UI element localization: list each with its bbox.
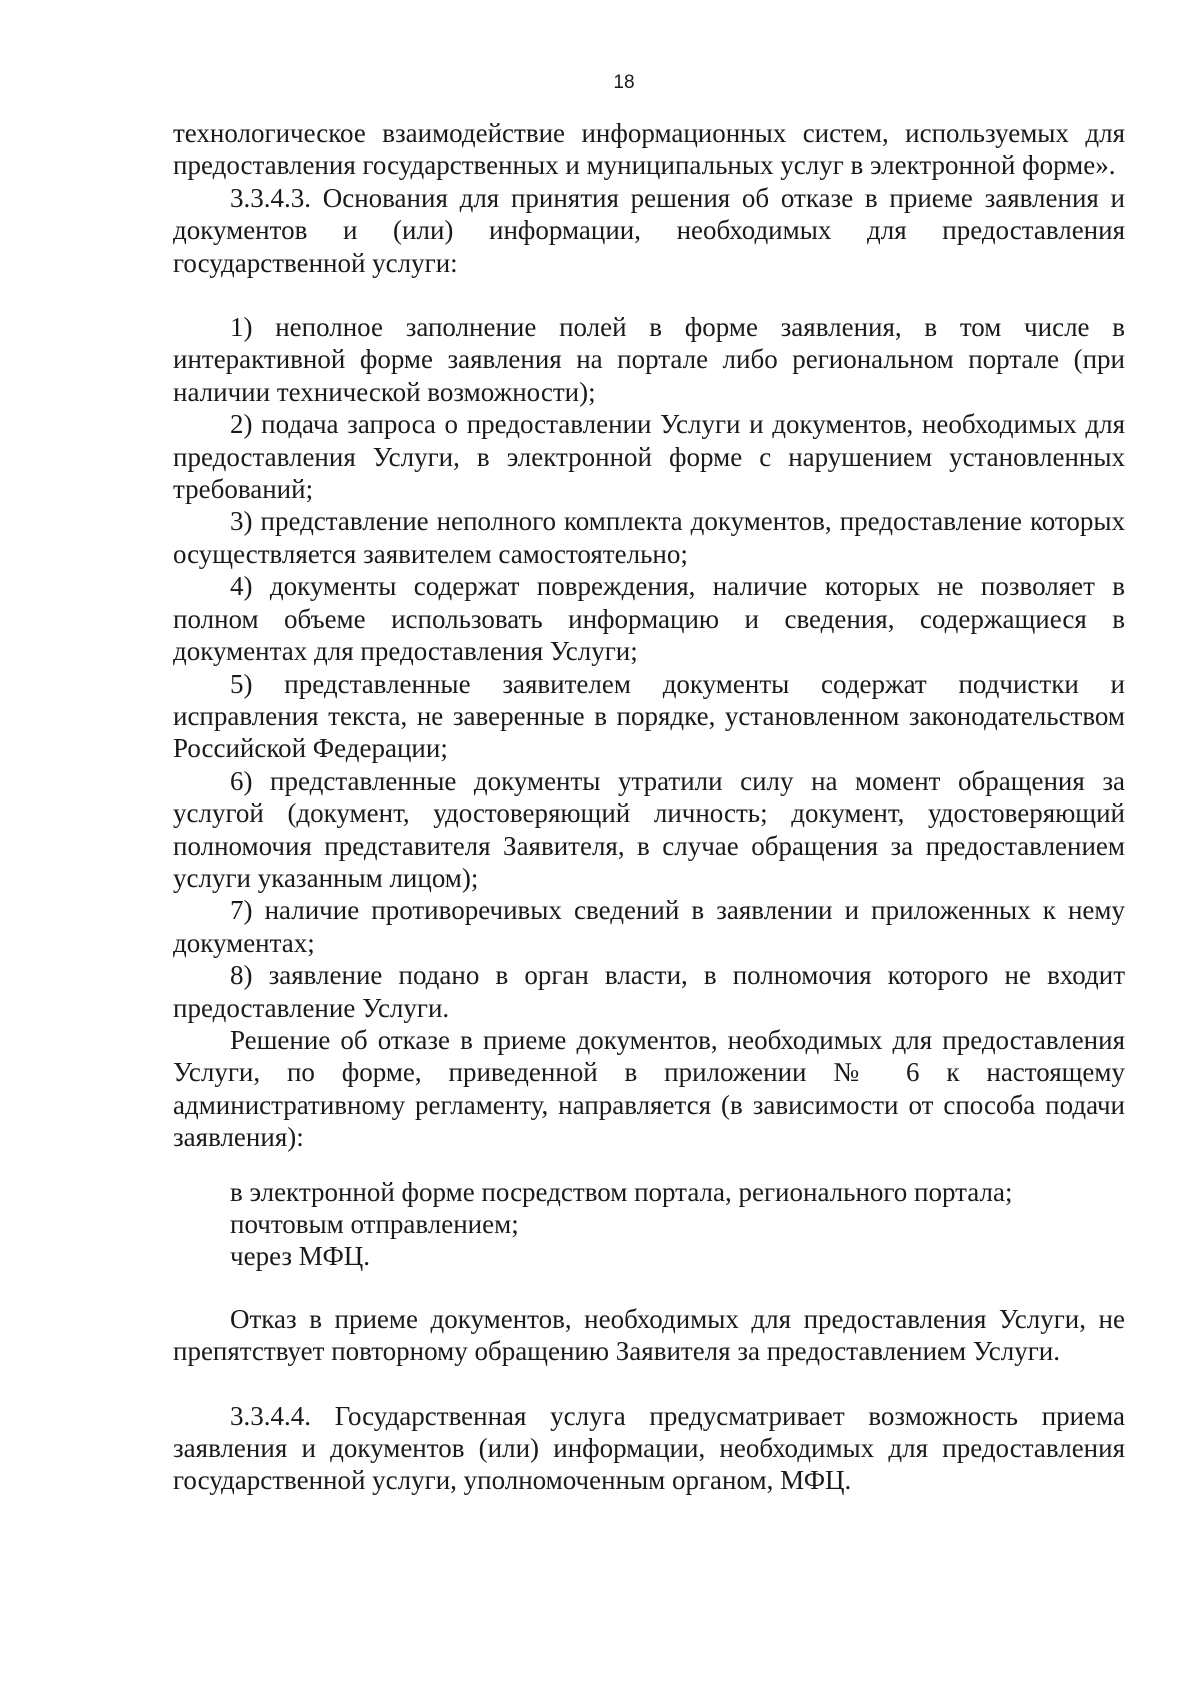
list-item-1: 1) неполное заполнение полей в форме заявления, в том числе в интерактивной форме заявления на портале либо региональном портале (при наличии технической возможности); <box>173 312 1125 407</box>
paragraph-3-3-4-3: 3.3.4.3. Основания для принятия решения об отказе в приеме заявления и документов и (или) информации, необходимых для предоставления государственной услуги: <box>173 182 1125 278</box>
delivery-method-post: почтовым отправлением; <box>230 1209 519 1239</box>
list-item-5: 5) представленные заявителем документы содержат подчистки и исправления текста, не заверенные в порядке, установленном законодательством Российской Федерации; <box>173 668 1125 764</box>
list-item-6: 6) представленные документы утратили силу на момент обращения за услугой (документ, удостоверяющий личность; документ, удостоверяющий полномочия представителя Заявителя, в случае обращения за предоставлением услуги указанным лицом); <box>173 765 1125 893</box>
paragraph-intro: технологическое взаимодействие информационных систем, используемых для предоставления государственных и муниципальных услуг в электронной форме». <box>173 118 1125 181</box>
page-number: 18 <box>613 72 635 93</box>
paragraph-decision: Решение об отказе в приеме документов, необходимых для предоставления Услуги, по форме, приведенной в приложении № 6 к настоящему административному регламенту, направляется (в зависимости от способа подачи заявления): <box>173 1024 1125 1153</box>
paragraph-refusal-note: Отказ в приеме документов, необходимых для предоставления Услуги, не препятствует повторному обращению Заявителя за предоставлением Услуги. <box>173 1303 1125 1367</box>
delivery-method-portal: в электронной форме посредством портала, регионального портала; <box>230 1176 1013 1207</box>
document-body <box>173 117 1125 1497</box>
list-item-3: 3) представление неполного комплекта документов, предоставление которых осуществляется заявителем самостоятельно; <box>173 506 1125 569</box>
list-item-8: 8) заявление подано в орган власти, в полномочия которого не входит предоставление Услуги. <box>173 960 1125 1023</box>
list-item-7: 7) наличие противоречивых сведений в заявлении и приложенных к нему документах; <box>173 895 1125 958</box>
list-item-4: 4) документы содержат повреждения, наличие которых не позволяет в полном объеме использовать информацию и сведения, содержащиеся в документах для предоставления Услуги; <box>173 571 1125 667</box>
paragraph-3-3-4-4: 3.3.4.4. Государственная услуга предусматривает возможность приема заявления и документов (или) информации, необходимых для предоставления государственной услуги, уполномоченным органом, МФЦ. <box>173 1400 1125 1496</box>
delivery-method-mfc: через МФЦ. <box>230 1241 371 1272</box>
list-item-2: 2) подача запроса о предоставлении Услуги и документов, необходимых для предоставления Услуги, в электронной форме с нарушением установленных требований; <box>173 409 1125 505</box>
